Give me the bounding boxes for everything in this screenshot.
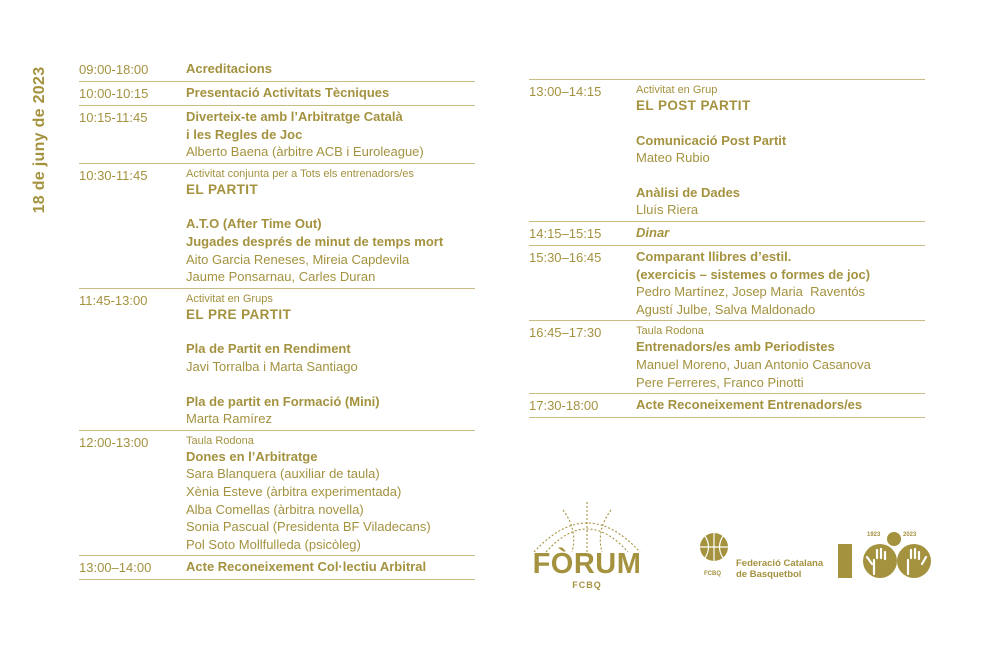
time: 10:30-11:45 <box>79 167 148 183</box>
session-heading: EL PRE PARTIT <box>186 306 292 322</box>
time: 11:45-13:00 <box>79 292 148 308</box>
speaker: Xènia Esteve (àrbitra experimentada) <box>186 483 402 499</box>
speaker: Lluís Riera <box>636 202 699 218</box>
session-title: Pla de partit en Formació (Mini) <box>186 393 380 409</box>
schedule-row <box>79 82 475 106</box>
speaker: Pol Soto Mollfulleda (psicòleg) <box>186 536 361 552</box>
time: 15:30–16:45 <box>529 249 602 265</box>
time: 10:00-10:15 <box>79 86 149 101</box>
speaker: Sonia Pascual (Presidenta BF Viladecans) <box>186 519 431 535</box>
forum-subtitle: FCBQ <box>572 580 602 590</box>
speaker: Sara Blanquera (auxiliar de taula) <box>186 466 380 482</box>
time: 17:30-18:00 <box>529 398 599 414</box>
schedule-row <box>529 394 925 418</box>
fcbq-name-line1: Federació Catalana <box>736 558 824 569</box>
speaker: Agustí Julbe, Salva Maldonado <box>636 301 816 317</box>
speaker: Pedro Martínez, Josep Maria Raventós <box>636 284 866 300</box>
session-title: Pla de Partit en Rendiment <box>186 341 351 357</box>
basketball-icon <box>696 531 732 571</box>
forum-wordmark: FÒRUM <box>532 548 642 580</box>
session-title: Entrenadors/es amb Periodistes <box>636 339 835 355</box>
speaker: Mateo Rubio <box>636 150 710 166</box>
schedule-row <box>79 431 475 557</box>
speaker: Alberto Baena (àrbitre ACB i Euroleague) <box>186 144 424 160</box>
session-label: Activitat en Grups <box>186 292 273 305</box>
session-heading: EL POST PARTIT <box>636 98 751 113</box>
session-title: Presentació Activitats Tècniques <box>186 85 390 100</box>
session-label: Taula Rodona <box>636 325 704 338</box>
session-title: Acte Reconeixement Entrenadors/es <box>636 397 863 413</box>
speaker: Pere Ferreres, Franco Pinotti <box>636 374 804 390</box>
fcbq-name-line2: de Basquetbol <box>736 569 802 580</box>
session-title: Dinar <box>636 224 670 240</box>
session-title: Acte Reconeixement Col·lectiu Arbitral <box>186 559 427 575</box>
centenary-hands-icon <box>836 530 932 582</box>
time: 14:15–15:15 <box>529 225 602 241</box>
year-end: 2023 <box>903 532 917 538</box>
schedule-row <box>529 321 925 394</box>
session-title: Jugades després de minut de temps mort <box>186 233 444 249</box>
speaker: Alba Comellas (àrbitra novella) <box>186 501 364 517</box>
session-label: Taula Rodona <box>186 434 254 447</box>
time: 13:00–14:00 <box>79 560 152 576</box>
speaker: Jaume Ponsarnau, Carles Duran <box>186 269 376 285</box>
fcbq-mini-label: FCBQ <box>704 571 721 577</box>
speaker: Manuel Moreno, Juan Antonio Casanova <box>636 356 871 372</box>
time: 13:00–14:15 <box>529 84 602 99</box>
event-date: 18 de juny de 2023 <box>31 66 48 214</box>
speaker: Javi Torralba i Marta Santiago <box>186 358 358 374</box>
schedule-row <box>79 106 475 164</box>
time: 10:15-11:45 <box>79 110 148 125</box>
fcbq-logo <box>694 531 834 586</box>
session-title: Diverteix-te amb l’Arbitratge Català <box>186 109 403 124</box>
schedule-row <box>79 58 475 82</box>
schedule-row <box>529 222 925 246</box>
schedule-row <box>79 556 475 580</box>
session-title: i les Regles de Joc <box>186 126 303 142</box>
session-title: Dones en l’Arbitratge <box>186 448 318 464</box>
session-heading: EL PARTIT <box>186 181 259 197</box>
schedule-row <box>529 79 925 222</box>
session-title: Acreditacions <box>186 61 272 76</box>
session-label: Activitat en Grup <box>636 84 718 96</box>
speaker: Marta Ramírez <box>186 411 272 427</box>
session-label: Activitat conjunta per a Tots els entrenadors/es <box>186 167 414 180</box>
time: 09:00-18:00 <box>79 62 149 77</box>
session-title: (exercicis – sistemes o formes de joc) <box>636 266 871 282</box>
centenary-logo <box>836 530 932 582</box>
schedule-right <box>529 79 925 418</box>
forum-logo <box>528 500 646 592</box>
time: 16:45–17:30 <box>529 325 602 341</box>
session-title: A.T.O (After Time Out) <box>186 216 322 232</box>
schedule-row <box>529 246 925 321</box>
schedule-left <box>79 58 475 580</box>
speaker: Aito Garcia Reneses, Mireia Capdevila <box>186 251 410 267</box>
year-start: 1923 <box>867 532 881 538</box>
schedule-row <box>79 164 475 289</box>
schedule-row <box>79 289 475 431</box>
time: 12:00-13:00 <box>79 434 149 450</box>
fcbq-name <box>736 558 823 580</box>
session-title: Comunicació Post Partit <box>636 132 787 148</box>
session-title: Anàlisi de Dades <box>636 184 741 200</box>
session-title: Comparant llibres d’estil. <box>636 248 792 264</box>
